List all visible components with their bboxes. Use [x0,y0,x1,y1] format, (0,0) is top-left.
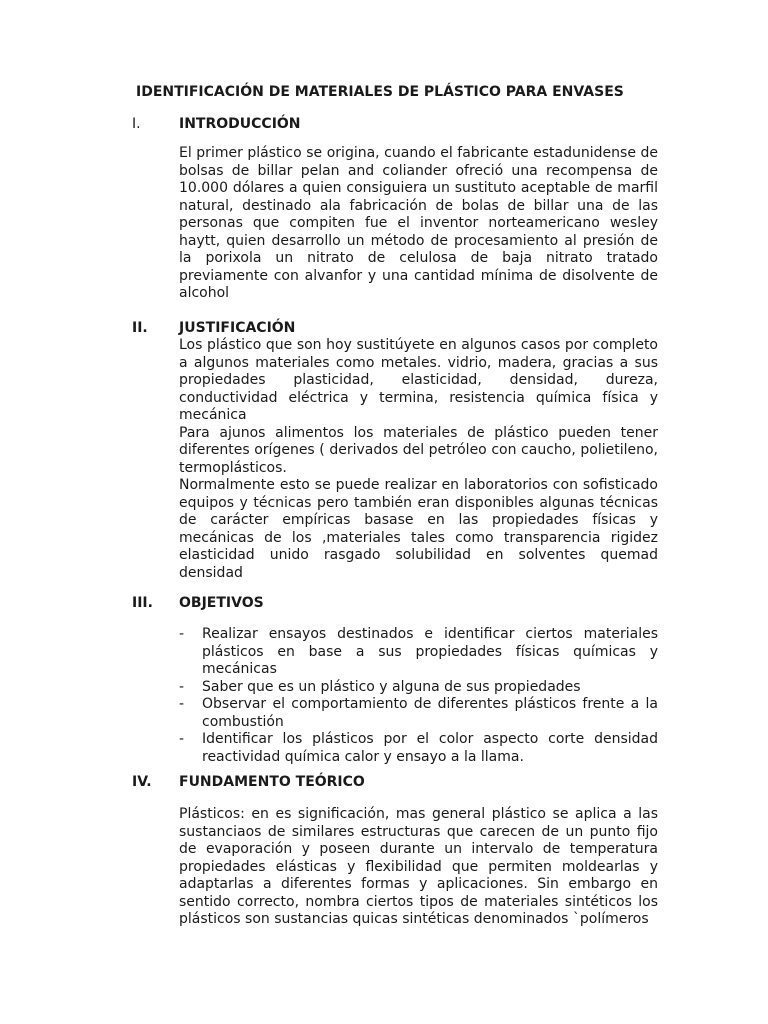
list-item-text: Saber que es un plástico y alguna de sus propiedades [202,678,581,695]
section-heading-justificacion: JUSTIFICACIÓN [179,320,296,336]
section-heading-fundamento: FUNDAMENTO TEÓRICO [179,774,365,790]
section-number-justificacion: II. [132,320,148,336]
section-heading-introduccion: INTRODUCCIÓN [179,116,301,132]
section-number-fundamento: IV. [132,774,152,790]
list-item-text: Realizar ensayos destinados e identificar ciertos materiales plásticos en base a sus propiedades físicas químicas y mecánicas [202,626,658,677]
paragraph: Normalmente esto se puede realizar en laboratorios con sofisticado equipos y técnicas pero también eran disponibles algunas técnicas de carácter empíricas basase en las propiedades físicas y mecánicas de los ,materiales tales como transparencia rigidez elasticidad unido rasgado solubilidad en solventes quemad densidad [179,477,658,581]
list-item [179,679,658,697]
section-body-justificacion [179,337,658,582]
objectives-list [179,626,658,766]
paragraph: Plásticos: en es significación, mas general plástico se aplica a las sustanciaos de similares estructuras que carecen de un punto fijo de evaporación y poseen durante un intervalo de temperatura propiedades elásticas y flexibilidad que permiten moldearlas y adaptarlas a diferentes formas y aplicaciones. Sin embargo en sentido correcto, nombra ciertos tipos de materiales sintéticos los plásticos son sustancias quicas sintéticas denominados `polímeros [179,806,658,927]
section-body-fundamento [179,806,658,929]
list-item-text: Identificar los plásticos por el color aspecto corte densidad reactividad química calor y ensayo a la llama. [202,731,658,765]
paragraph: El primer plástico se origina, cuando el fabricante estadunidense de bolsas de billar pelan and coliander ofreció una recompensa de 10.000 dólares a quien consiguiera un sustituto aceptable de marfil natural, destinado ala fabricación de bolas de billar una de las personas que compiten fue el inventor norteamericano wesley haytt, quien desarrollo un método de procesamiento al presión de la porixola un nitrato de celulosa de baja nitrato tratado previamente con alvanfor y una cantidad mínima de disolvente de alcohol [179,145,658,301]
bullet-dash: - [179,626,185,642]
section-heading-objetivos: OBJETIVOS [179,595,264,611]
list-item [179,626,658,679]
section-number-objetivos: III. [132,595,153,611]
list-item [179,696,658,731]
paragraph: Para ajunos alimentos los materiales de plástico pueden tener diferentes orígenes ( derivados del petróleo con caucho, polietileno, termoplásticos. [179,424,658,476]
bullet-dash: - [179,696,185,712]
section-body-introduccion [179,145,658,303]
document-title: IDENTIFICACIÓN DE MATERIALES DE PLÁSTICO PARA ENVASES [136,84,624,100]
list-item [179,731,658,766]
paragraph: Los plástico que son hoy sustitúyete en algunos casos por completo a algunos materiales como metales. vidrio, madera, gracias a sus propiedades plasticidad, elasticidad, densidad, dureza, conductividad eléctrica y termina, resistencia química física y mecánica [179,337,658,423]
bullet-dash: - [179,678,185,695]
list-item-text: Observar el comportamiento de diferentes plásticos frente a la combustión [202,696,658,730]
bullet-dash: - [179,731,185,747]
section-number-introduccion: I. [132,116,141,132]
